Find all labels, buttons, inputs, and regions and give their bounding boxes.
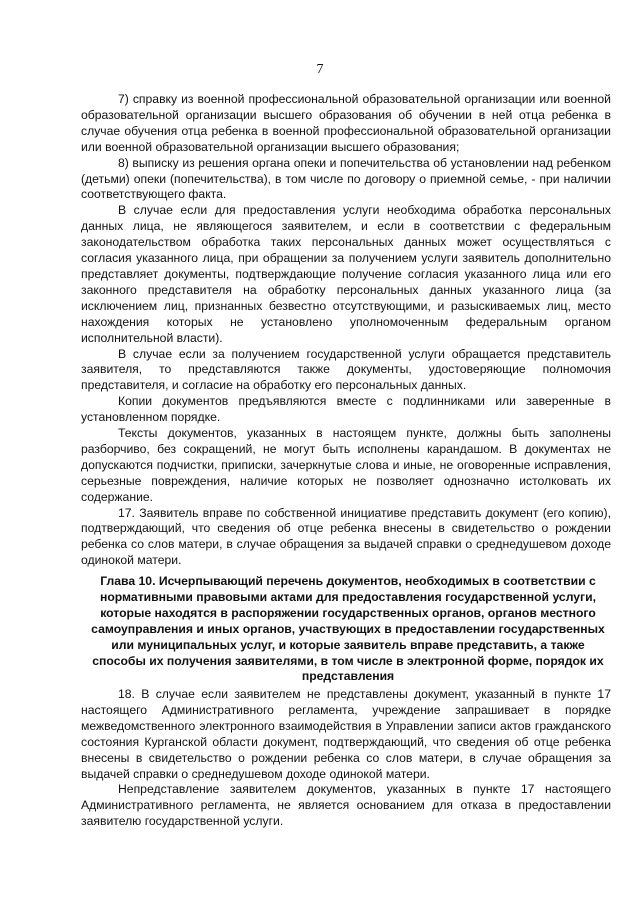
paragraph-non-submission: Непредставление заявителем документов, указанных в пункте 17 настоящего Административного регламента, не является основанием для отказа в предоставлении заявителю государственной услуги. bbox=[81, 782, 611, 829]
paragraph-item-7: 7) справку из военной профессиональной образовательной организации или военной образовательной организации высшего образования об обучении в ней отца ребенка в случае обучения отца ребенка в военной профессиональной образовательной организации или военной образовательной организации высшего образования; bbox=[81, 92, 611, 154]
paragraph-document-texts: Тексты документов, указанных в настоящем пункте, должны быть заполнены разборчиво, без сокращений, не могут быть исполнены карандашом. В документах не допускаются подчистки, приписки, зачеркнутые слова и иные, не оговоренные исправления, серьезные повреждения, наличие которых не позволяет однозначно истолковать их содержание. bbox=[81, 426, 611, 504]
body-text-top bbox=[81, 92, 611, 569]
paragraph-representative: В случае если за получением государственной услуги обращается представитель заявителя, то представляются также документы, удостоверяющие полномочия представителя, и согласие на обработку его персональных данных. bbox=[81, 346, 611, 393]
paragraph-item-8: 8) выписку из решения органа опеки и попечительства об установлении над ребенком (детьми) опеки (попечительства), в том числе по договору о приемной семье, - при наличии соответствующего факта. bbox=[81, 155, 611, 202]
page-number: 7 bbox=[316, 62, 324, 77]
paragraph-clause-17: 17. Заявитель вправе по собственной инициативе представить документ (его копию), подтверждающий, что сведения об отце ребенка внесены в свидетельство о рождении ребенка со слов матери, в случае обращения за выдачей справки о среднедушевом доходе одинокой матери. bbox=[81, 505, 611, 568]
chapter-heading: Глава 10. Исчерпывающий перечень документов, необходимых в соответствии с нормативными правовыми актами для предоставления государственной услуги, которые находятся в распоряжении государственных органов, органов местного самоуправления и иных органов, участвующих в предоставлении государственных или муниципальных услуг, и которые заявитель вправе представить, а также способы их получения заявителями, в том числе в электронной форме, порядок их представления bbox=[91, 574, 605, 684]
paragraph-personal-data-consent: В случае если для предоставления услуги необходима обработка персональных данных лица, не являющегося заявителем, и если в соответствии с федеральным законодательством обработка таких персональных данных может осуществляться с согласия указанного лица, при обращении за получением услуги заявитель дополнительно представляет документы, подтверждающие получение согласия указанного лица или его законного представителя на обработку персональных данных указанного лица (за исключением лиц, признанных безвестно отсутствующими, и разыскиваемых лиц, место нахождения которых не установлено уполномоченным федеральным органом исполнительной власти). bbox=[81, 203, 611, 345]
paragraph-clause-18: 18. В случае если заявителем не представлены документ, указанный в пункте 17 настоящего Административного регламента, учреждение запрашивает в порядке межведомственного электронного взаимодействия в Управлении записи актов гражданского состояния Курганской области документ, подтверждающий, что сведения об отце ребенка внесены в свидетельство о рождении ребенка со слов матери, в случае обращения за выдачей справки о среднедушевом доходе одинокой матери. bbox=[81, 687, 611, 781]
body-text-bottom bbox=[81, 687, 611, 830]
paragraph-document-copies: Копии документов предъявляются вместе с подлинниками или заверенные в установленном порядке. bbox=[81, 394, 611, 425]
